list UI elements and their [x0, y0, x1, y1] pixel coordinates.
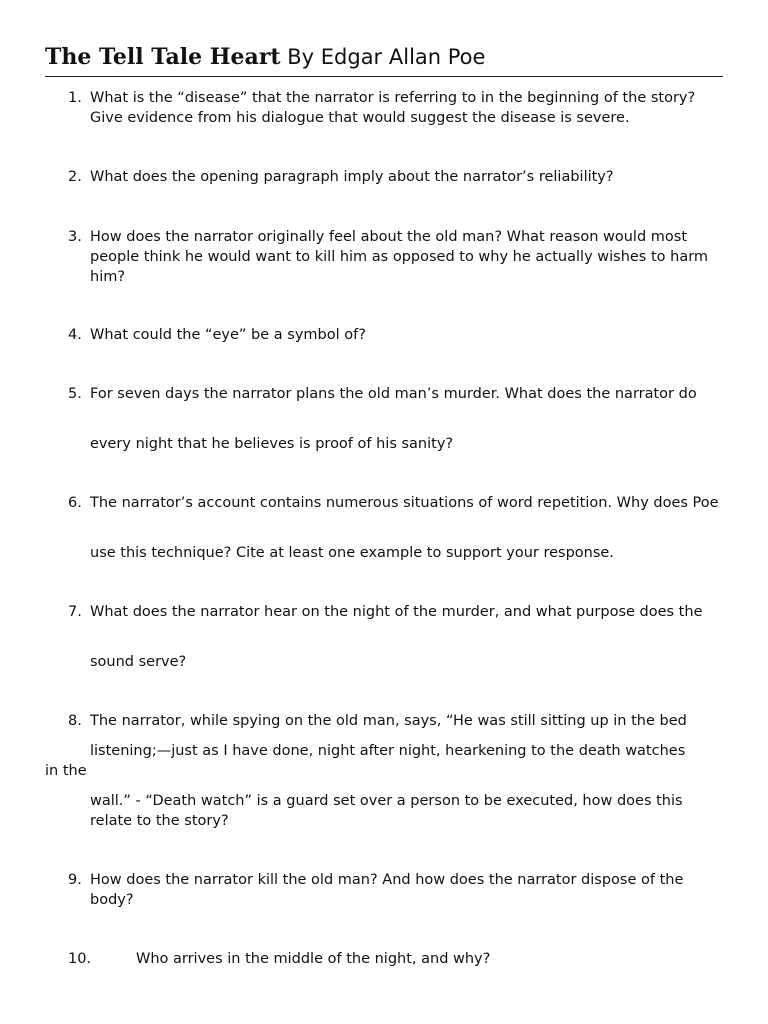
question-text: Who arrives in the middle of the night, and why? — [136, 951, 491, 967]
question-number: 4. — [68, 327, 82, 343]
question-continuation: wall.” - “Death watch” is a guard set over a person to be executed, how does this relate to the story? — [90, 793, 683, 829]
question-line: listening;—just as I have done, night after night, hearkening to the death watches — [90, 743, 686, 759]
story-title: The Tell Tale Heart — [45, 44, 281, 70]
question-text: What could the “eye” be a symbol of? — [90, 327, 366, 343]
question-continuation: every night that he believes is proof of his sanity? — [90, 436, 454, 452]
question-text: For seven days the narrator plans the old man’s murder. What does the narrator do — [90, 386, 697, 402]
question-continuation: sound serve? — [90, 654, 187, 670]
question-number: 1. — [68, 90, 82, 106]
question-line-wrap: in the — [45, 763, 87, 779]
question-number: 8. — [68, 713, 82, 729]
question-number: 3. — [68, 229, 82, 245]
question-number: 10. — [68, 951, 92, 967]
question-number: 9. — [68, 872, 82, 888]
question-text: How does the narrator originally feel about the old man? What reason would most people think he would want to kill him as opposed to why he actually wishes to harm him? — [90, 229, 709, 285]
question-text: The narrator, while spying on the old man, says, “He was still sitting up in the bed — [90, 713, 687, 729]
question-text: What does the opening paragraph imply about the narrator’s reliability? — [90, 169, 614, 185]
question-continuation: use this technique? Cite at least one example to support your response. — [90, 545, 614, 561]
question-text: What does the narrator hear on the night of the murder, and what purpose does the — [90, 604, 703, 620]
question-number: 5. — [68, 386, 82, 402]
question-number: 7. — [68, 604, 82, 620]
question-text: The narrator’s account contains numerous situations of word repetition. Why does Poe — [90, 495, 719, 511]
question-text: How does the narrator kill the old man? And how does the narrator dispose of the body? — [90, 872, 684, 908]
question-number: 6. — [68, 495, 82, 511]
page-title — [45, 44, 723, 77]
story-author: By Edgar Allan Poe — [280, 45, 486, 69]
question-number: 2. — [68, 169, 82, 185]
question-text: What is the “disease” that the narrator is referring to in the beginning of the story? Give evidence from his dialogue that would suggest the disease is severe. — [90, 90, 696, 126]
